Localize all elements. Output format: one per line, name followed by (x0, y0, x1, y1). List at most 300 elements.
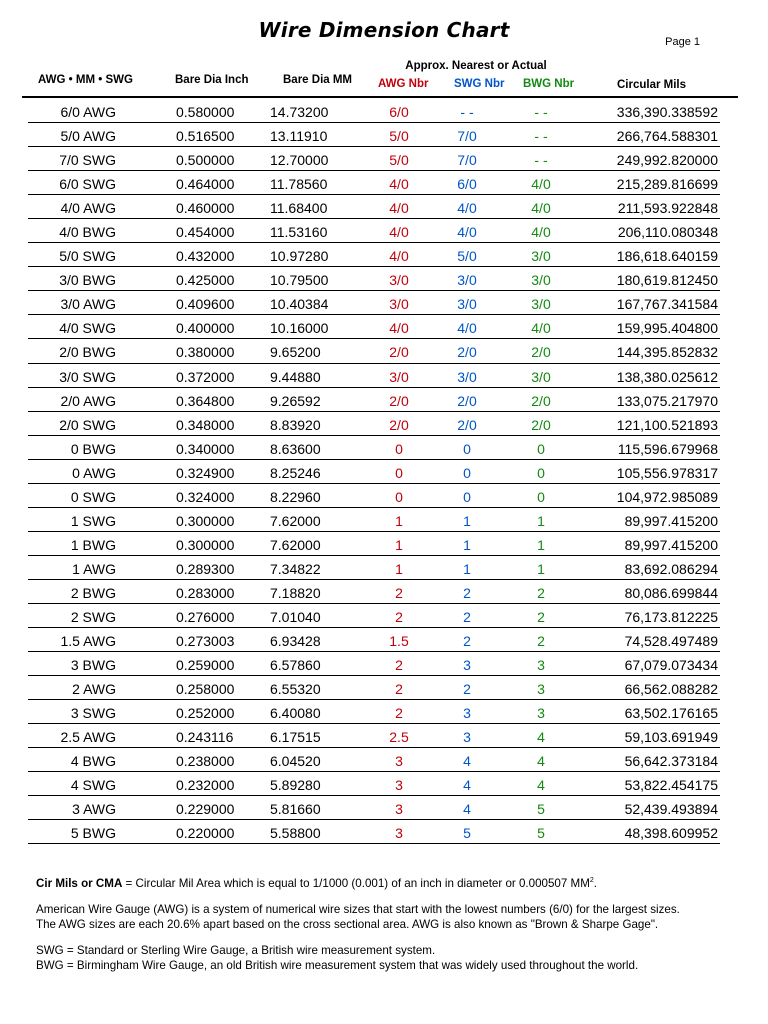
gauge-name: 2 SWG (70, 608, 116, 625)
circular-mils: 133,075.217970 (616, 392, 718, 409)
awg-nbr: 2 (395, 608, 403, 625)
row-divider (28, 603, 720, 604)
circular-mils: 249,992.820000 (616, 152, 718, 169)
row-divider (28, 290, 720, 291)
gauge-name: 6/0 AWG (60, 104, 116, 120)
bare-dia-mm: 6.17515 (270, 729, 321, 746)
swg-nbr: 0 (463, 464, 471, 481)
row-divider (28, 771, 720, 772)
awg-nbr: 0 (395, 488, 403, 505)
table-row (0, 821, 768, 845)
circular-mils: 48,398.609952 (624, 825, 718, 842)
table-row (0, 148, 768, 172)
bwg-nbr: 3/0 (531, 272, 551, 289)
swg-nbr: 2 (463, 584, 471, 601)
bare-dia-inch: 0.300000 (176, 512, 235, 529)
bare-dia-mm: 8.83920 (270, 416, 321, 433)
swg-nbr: 4/0 (457, 200, 477, 217)
gauge-name: 2 AWG (72, 681, 116, 698)
table-row (0, 653, 768, 677)
awg-nbr: 4/0 (389, 248, 409, 265)
table-row (0, 725, 768, 749)
page-title: Wire Dimension Chart (258, 18, 510, 42)
table-row (0, 124, 768, 148)
cma-superscript: 2 (589, 877, 594, 885)
circular-mils: 105,556.978317 (616, 464, 718, 481)
gauge-name: 0 SWG (70, 488, 116, 505)
bwg-nbr: 4 (537, 777, 545, 794)
gauge-name: 2/0 AWG (60, 392, 116, 409)
bare-dia-inch: 0.252000 (176, 705, 235, 722)
bare-dia-mm: 5.58800 (270, 825, 321, 842)
row-divider (28, 266, 720, 267)
bare-dia-inch: 0.425000 (176, 272, 235, 289)
header-swg-nbr: SWG Nbr (454, 78, 505, 90)
bare-dia-mm: 6.93428 (270, 633, 321, 650)
bare-dia-inch: 0.340000 (176, 440, 235, 457)
gauge-name: 1 SWG (70, 512, 116, 529)
bare-dia-mm: 10.97280 (270, 248, 329, 265)
header-bwg-nbr: BWG Nbr (523, 78, 575, 90)
row-divider (28, 314, 720, 315)
bare-dia-inch: 0.372000 (176, 368, 235, 385)
cma-text: = Circular Mil Area which is equal to 1/1000 (0.001) of an inch in diameter or 0.000507 MM (122, 877, 590, 890)
bare-dia-inch: 0.348000 (176, 416, 235, 433)
bwg-nbr: 4/0 (531, 200, 551, 217)
swg-nbr: 4/0 (457, 320, 477, 337)
table-row (0, 365, 768, 389)
circular-mils: 104,972.985089 (616, 488, 718, 505)
bwg-nbr: 4 (537, 729, 545, 746)
awg-nbr: 2/0 (389, 392, 409, 409)
row-divider (28, 122, 720, 123)
bwg-nbr: 5 (537, 801, 545, 818)
gauge-name: 0 AWG (72, 464, 116, 481)
bare-dia-mm: 5.89280 (270, 777, 321, 794)
gauge-name: 4 SWG (70, 777, 116, 794)
row-divider (28, 555, 720, 556)
bwg-nbr: 2 (537, 584, 545, 601)
circular-mils: 59,103.691949 (624, 729, 718, 746)
table-row (0, 220, 768, 244)
awg-nbr: 0 (395, 464, 403, 481)
table-row (0, 509, 768, 533)
bwg-nbr: 4/0 (531, 224, 551, 241)
bare-dia-mm: 12.70000 (270, 152, 329, 169)
bare-dia-inch: 0.580000 (176, 104, 235, 120)
header-circular-mils: Circular Mils (617, 79, 687, 91)
circular-mils: 266,764.588301 (616, 128, 718, 145)
wire-table (0, 100, 768, 845)
cma-term: Cir Mils or CMA (36, 877, 123, 890)
swg-nbr: 1 (463, 560, 471, 577)
bare-dia-inch: 0.324900 (176, 464, 235, 481)
swg-nbr: 4 (463, 777, 471, 794)
awg-nbr: 3/0 (389, 272, 409, 289)
swg-nbr: 4/0 (457, 224, 477, 241)
swg-nbr: 3 (463, 657, 471, 674)
bwg-nbr: 2/0 (531, 392, 551, 409)
circular-mils: 63,502.176165 (624, 705, 718, 722)
bare-dia-mm: 7.34822 (270, 560, 321, 577)
bare-dia-mm: 10.16000 (270, 320, 329, 337)
table-row (0, 413, 768, 437)
row-divider (28, 338, 720, 339)
gauge-name: 2/0 BWG (59, 344, 116, 361)
circular-mils: 186,618.640159 (616, 248, 718, 265)
swg-nbr: 3/0 (457, 272, 477, 289)
row-divider (28, 146, 720, 147)
swg-nbr: 3/0 (457, 296, 477, 313)
table-row (0, 677, 768, 701)
bare-dia-inch: 0.258000 (176, 681, 235, 698)
table-row (0, 244, 768, 268)
bare-dia-inch: 0.276000 (176, 608, 235, 625)
bare-dia-inch: 0.232000 (176, 777, 235, 794)
bwg-nbr: 3/0 (531, 248, 551, 265)
bwg-nbr: 1 (537, 560, 545, 577)
swg-nbr: 3 (463, 729, 471, 746)
bwg-nbr: 2 (537, 633, 545, 650)
bare-dia-mm: 6.40080 (270, 705, 321, 722)
bwg-nbr: 2 (537, 608, 545, 625)
bare-dia-mm: 5.81660 (270, 801, 321, 818)
gauge-name: 3/0 AWG (60, 296, 116, 313)
circular-mils: 159,995.404800 (616, 320, 718, 337)
gauge-name: 4/0 BWG (59, 224, 116, 241)
gauge-name: 5/0 AWG (60, 128, 116, 145)
bare-dia-mm: 11.68400 (270, 200, 328, 217)
swg-note: SWG = Standard or Sterling Wire Gauge, a British wire measurement system. (36, 943, 436, 957)
table-row (0, 172, 768, 196)
gauge-name: 2.5 AWG (60, 729, 116, 746)
bwg-nbr: 0 (537, 464, 545, 481)
gauge-name: 4/0 SWG (59, 320, 116, 337)
row-divider (28, 507, 720, 508)
table-row (0, 437, 768, 461)
swg-nbr: 4 (463, 753, 471, 770)
bwg-nbr: 3 (537, 681, 545, 698)
circular-mils: 167,767.341584 (616, 296, 718, 313)
bwg-nbr: 4/0 (531, 320, 551, 337)
swg-nbr: 3 (463, 705, 471, 722)
bare-dia-inch: 0.500000 (176, 152, 235, 169)
header-approx: Approx. Nearest or Actual (405, 60, 547, 72)
bare-dia-mm: 11.78560 (270, 176, 328, 193)
bare-dia-mm: 8.25246 (270, 464, 321, 481)
gauge-name: 1 BWG (70, 536, 116, 553)
bwg-nbr: 4 (537, 753, 545, 770)
table-row (0, 316, 768, 340)
row-divider (28, 483, 720, 484)
swg-nbr: 2 (463, 633, 471, 650)
bare-dia-inch: 0.238000 (176, 753, 235, 770)
awg-note-line2: The AWG sizes are each 20.6% apart based on the cross sectional area. AWG is also known as "Brown & Sharpe Gage". (36, 918, 659, 931)
row-divider (28, 747, 720, 748)
row-divider (28, 411, 720, 412)
header-bare-mm: Bare Dia MM (283, 74, 353, 86)
bare-dia-mm: 7.01040 (270, 608, 321, 625)
circular-mils: 180,619.812450 (616, 272, 718, 289)
table-row (0, 533, 768, 557)
circular-mils: 144,395.852832 (616, 344, 718, 361)
row-divider (28, 387, 720, 388)
awg-nbr: 2 (395, 681, 403, 698)
circular-mils: 83,692.086294 (624, 560, 718, 577)
row-divider (28, 194, 720, 195)
bwg-nbr: 5 (537, 825, 545, 842)
bare-dia-inch: 0.324000 (176, 488, 235, 505)
circular-mils: 67,079.073434 (624, 657, 718, 674)
bare-dia-inch: 0.289300 (176, 560, 235, 577)
bare-dia-mm: 9.44880 (270, 368, 321, 385)
awg-nbr: 3/0 (389, 296, 409, 313)
awg-nbr: 2 (395, 657, 403, 674)
bare-dia-inch: 0.380000 (176, 344, 235, 361)
table-row (0, 340, 768, 364)
bwg-nbr: 4/0 (531, 176, 551, 193)
row-divider (28, 675, 720, 676)
circular-mils: 121,100.521893 (616, 416, 718, 433)
circular-mils: 336,390.338592 (616, 104, 718, 120)
table-row (0, 268, 768, 292)
bare-dia-mm: 13.11910 (270, 128, 328, 145)
table-row (0, 485, 768, 509)
swg-nbr: 6/0 (457, 176, 477, 193)
row-divider (28, 723, 720, 724)
bare-dia-inch: 0.273003 (176, 633, 235, 650)
awg-nbr: 2/0 (389, 344, 409, 361)
row-divider (28, 651, 720, 652)
swg-nbr: 1 (463, 512, 471, 529)
circular-mils: 211,593.922848 (617, 200, 718, 217)
row-divider (28, 795, 720, 796)
row-divider (28, 435, 720, 436)
table-row (0, 629, 768, 653)
swg-nbr: - - (460, 104, 474, 120)
awg-nbr: 3/0 (389, 368, 409, 385)
circular-mils: 89,997.415200 (624, 512, 718, 529)
awg-nbr: 3 (395, 777, 403, 794)
table-row (0, 389, 768, 413)
swg-nbr: 2/0 (457, 392, 477, 409)
bwg-nbr: 3/0 (531, 368, 551, 385)
circular-mils: 138,380.025612 (616, 368, 718, 385)
circular-mils: 74,528.497489 (624, 633, 718, 650)
swg-nbr: 0 (463, 440, 471, 457)
gauge-name: 5/0 SWG (59, 248, 116, 265)
table-row (0, 605, 768, 629)
row-divider (28, 819, 720, 820)
bare-dia-inch: 0.516500 (176, 128, 235, 145)
awg-nbr: 1 (395, 512, 403, 529)
page-number: Page 1 (665, 36, 700, 48)
bwg-nbr: 3 (537, 705, 545, 722)
gauge-name: 3 BWG (70, 657, 116, 674)
table-row (0, 749, 768, 773)
table-row (0, 581, 768, 605)
gauge-name: 2/0 SWG (59, 416, 116, 433)
table-row (0, 797, 768, 821)
awg-nbr: 4/0 (389, 224, 409, 241)
table-row (0, 701, 768, 725)
table-row (0, 292, 768, 316)
bare-dia-inch: 0.259000 (176, 657, 235, 674)
bare-dia-mm: 10.40384 (270, 296, 329, 313)
swg-nbr: 2/0 (457, 344, 477, 361)
awg-nbr: 3 (395, 801, 403, 818)
bare-dia-mm: 7.62000 (270, 512, 321, 529)
bare-dia-inch: 0.229000 (176, 801, 235, 818)
bare-dia-inch: 0.409600 (176, 296, 235, 313)
awg-nbr: 5/0 (389, 152, 409, 169)
gauge-name: 7/0 SWG (59, 152, 116, 169)
table-row (0, 773, 768, 797)
swg-nbr: 4 (463, 801, 471, 818)
bare-dia-inch: 0.460000 (176, 200, 235, 217)
bare-dia-mm: 8.22960 (270, 488, 321, 505)
bwg-note: BWG = Birmingham Wire Gauge, an old British wire measurement system that was widely used throughout the world. (36, 959, 639, 972)
awg-nbr: 5/0 (389, 128, 409, 145)
bare-dia-inch: 0.243116 (176, 729, 234, 746)
swg-nbr: 7/0 (457, 152, 477, 169)
notes-section (36, 876, 756, 974)
gauge-name: 6/0 SWG (59, 176, 116, 193)
table-row (0, 461, 768, 485)
gauge-name: 3 SWG (70, 705, 116, 722)
row-divider (28, 531, 720, 532)
bare-dia-mm: 6.57860 (270, 657, 321, 674)
gauge-name: 3 AWG (72, 801, 116, 818)
header-gauge: AWG • MM • SWG (38, 74, 133, 86)
row-divider (28, 363, 720, 364)
awg-nbr: 2/0 (389, 416, 409, 433)
bare-dia-mm: 9.26592 (270, 392, 321, 409)
circular-mils: 52,439.493894 (624, 801, 718, 818)
swg-nbr: 7/0 (457, 128, 477, 145)
swg-nbr: 2 (463, 681, 471, 698)
header-bare-inch: Bare Dia Inch (175, 74, 249, 86)
bwg-nbr: 0 (537, 440, 545, 457)
awg-nbr: 2 (395, 705, 403, 722)
row-divider (28, 627, 720, 628)
bare-dia-inch: 0.464000 (176, 176, 235, 193)
circular-mils: 115,596.679968 (617, 440, 718, 457)
gauge-name: 1 AWG (72, 560, 116, 577)
bare-dia-inch: 0.454000 (176, 224, 235, 241)
bare-dia-mm: 7.62000 (270, 536, 321, 553)
bare-dia-inch: 0.364800 (176, 392, 235, 409)
gauge-name: 1.5 AWG (60, 633, 116, 650)
swg-nbr: 2 (463, 608, 471, 625)
row-divider (28, 699, 720, 700)
bwg-nbr: 2/0 (531, 344, 551, 361)
circular-mils: 66,562.088282 (624, 681, 718, 698)
gauge-name: 2 BWG (70, 584, 116, 601)
header-divider (22, 96, 738, 98)
circular-mils: 53,822.454175 (624, 777, 718, 794)
bare-dia-mm: 8.63600 (270, 440, 321, 457)
swg-nbr: 0 (463, 488, 471, 505)
bare-dia-mm: 6.55320 (270, 681, 321, 698)
bwg-nbr: - - (534, 128, 548, 145)
swg-nbr: 2/0 (457, 416, 477, 433)
bwg-nbr: 3/0 (531, 296, 551, 313)
bare-dia-mm: 9.65200 (270, 344, 321, 361)
bwg-nbr: 1 (537, 536, 545, 553)
circular-mils: 89,997.415200 (624, 536, 718, 553)
awg-nbr: 0 (395, 440, 403, 457)
circular-mils: 215,289.816699 (616, 176, 718, 193)
awg-nbr: 1 (395, 536, 403, 553)
bwg-nbr: 3 (537, 657, 545, 674)
bare-dia-mm: 7.18820 (270, 584, 321, 601)
circular-mils: 80,086.699844 (624, 584, 718, 601)
awg-nbr: 2 (395, 584, 403, 601)
swg-nbr: 1 (463, 536, 471, 553)
table-row (0, 196, 768, 220)
bwg-nbr: - - (534, 152, 548, 169)
bare-dia-inch: 0.400000 (176, 320, 235, 337)
row-divider (28, 459, 720, 460)
bare-dia-inch: 0.283000 (176, 584, 235, 601)
awg-nbr: 3 (395, 753, 403, 770)
cma-note (36, 876, 756, 892)
swg-nbr: 5/0 (457, 248, 477, 265)
bwg-nbr: - - (534, 104, 548, 120)
gauge-name: 0 BWG (70, 440, 116, 457)
gauge-name: 4 BWG (70, 753, 116, 770)
row-divider (28, 170, 720, 171)
row-divider (28, 218, 720, 219)
header-awg-nbr: AWG Nbr (378, 78, 429, 90)
awg-nbr: 2.5 (389, 729, 409, 746)
awg-note-line1: American Wire Gauge (AWG) is a system of numerical wire sizes that start with the lowest numbers (6/0) for the largest sizes. (36, 902, 680, 916)
gauge-name: 4/0 AWG (60, 200, 116, 217)
bare-dia-mm: 6.04520 (270, 753, 321, 770)
table-row (0, 100, 768, 124)
bare-dia-inch: 0.432000 (176, 248, 235, 265)
gauge-name: 5 BWG (70, 825, 116, 842)
circular-mils: 76,173.812225 (624, 608, 718, 625)
bwg-nbr: 1 (537, 512, 545, 529)
awg-nbr: 1.5 (389, 633, 409, 650)
bare-dia-mm: 14.73200 (270, 104, 329, 120)
cma-end: . (593, 877, 598, 890)
row-divider (28, 843, 720, 844)
gauge-name: 3/0 SWG (59, 368, 116, 385)
awg-nbr: 1 (395, 560, 403, 577)
gauge-name: 3/0 BWG (59, 272, 116, 289)
awg-nbr: 6/0 (389, 104, 409, 120)
awg-nbr: 3 (395, 825, 403, 842)
bwg-nbr: 2/0 (531, 416, 551, 433)
bare-dia-mm: 10.79500 (270, 272, 329, 289)
awg-nbr: 4/0 (389, 176, 409, 193)
circular-mils: 206,110.080348 (617, 224, 718, 241)
swg-nbr: 3/0 (457, 368, 477, 385)
bare-dia-mm: 11.53160 (270, 224, 328, 241)
circular-mils: 56,642.373184 (624, 753, 718, 770)
awg-nbr: 4/0 (389, 200, 409, 217)
awg-nbr: 4/0 (389, 320, 409, 337)
row-divider (28, 579, 720, 580)
row-divider (28, 242, 720, 243)
bwg-nbr: 0 (537, 488, 545, 505)
bare-dia-inch: 0.220000 (176, 825, 235, 842)
swg-nbr: 5 (463, 825, 471, 842)
table-row (0, 557, 768, 581)
